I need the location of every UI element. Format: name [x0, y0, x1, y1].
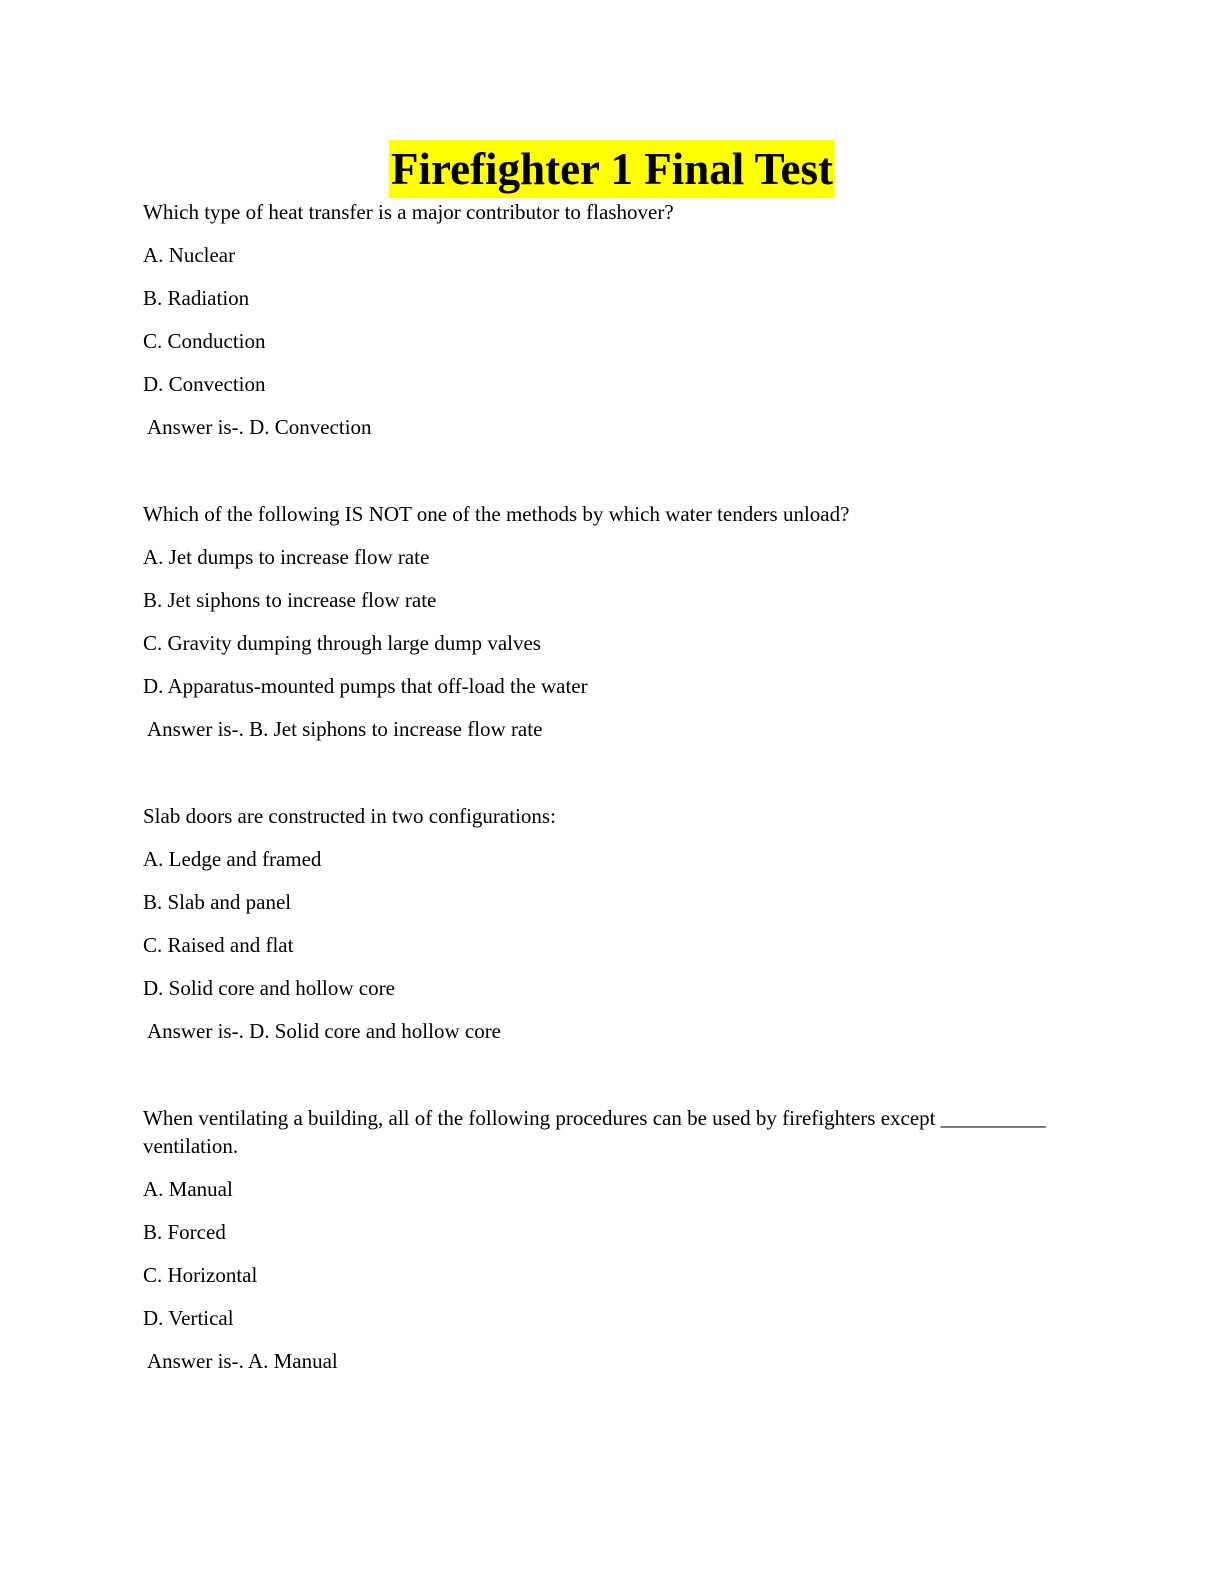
answer-option: B. Jet siphons to increase flow rate [143, 588, 437, 612]
question-block [143, 1104, 1083, 1375]
answer-option: B. Slab and panel [143, 890, 292, 914]
answer-option: B. Radiation [143, 286, 250, 310]
question-block [143, 500, 1083, 743]
answer-option: C. Gravity dumping through large dump valves [143, 631, 541, 655]
answer-option: D. Vertical [143, 1306, 234, 1330]
answer-option: C. Raised and flat [143, 933, 294, 957]
answer-option: D. Apparatus-mounted pumps that off-load the water [143, 674, 588, 698]
answer-option: B. Forced [143, 1220, 226, 1244]
answer-option: A. Manual [143, 1177, 233, 1201]
question-text: When ventilating a building, all of the following procedures can be used by firefighters except __________ ventilation. [143, 1106, 1046, 1158]
title-container [0, 140, 1224, 198]
question-text: Which type of heat transfer is a major contributor to flashover? [143, 200, 674, 224]
question-block [143, 802, 1083, 1045]
answer-option: A. Nuclear [143, 243, 236, 267]
answer-option: A. Ledge and framed [143, 847, 322, 871]
page-title: Firefighter 1 Final Test [389, 140, 835, 198]
answer-option: A. Jet dumps to increase flow rate [143, 545, 430, 569]
answer-key: Answer is-. A. Manual [147, 1349, 338, 1373]
answer-key: Answer is-. B. Jet siphons to increase flow rate [147, 717, 543, 741]
question-text: Slab doors are constructed in two configurations: [143, 804, 556, 828]
answer-option: D. Solid core and hollow core [143, 976, 395, 1000]
answer-key: Answer is-. D. Solid core and hollow core [147, 1019, 502, 1043]
answer-option: C. Conduction [143, 329, 266, 353]
question-block [143, 198, 1083, 441]
answer-key: Answer is-. D. Convection [147, 415, 372, 439]
question-text: Which of the following IS NOT one of the methods by which water tenders unload? [143, 502, 850, 526]
answer-option: D. Convection [143, 372, 266, 396]
answer-option: C. Horizontal [143, 1263, 258, 1287]
